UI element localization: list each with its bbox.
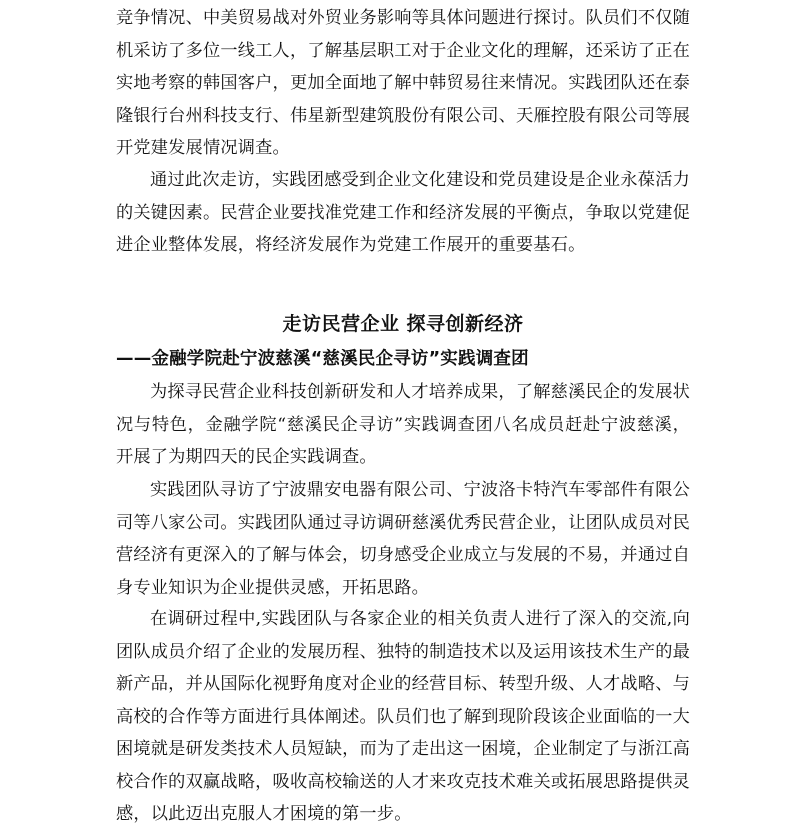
intro-paragraph-1: 竞争情况、中美贸易战对外贸业务影响等具体问题进行探讨。队员们不仅随机采访了多位一线工人，了解基层职工对于企业文化的理解，还采访了正在实地考察的韩国客户，更加全面地了解中韩贸易往来情况。实践团队还在泰隆银行台州科技支行、伟星新型建筑股份有限公司、天雁控股有限公司等展开党建发展情况调查。	[116, 8, 690, 158]
article-paragraph-3: 在调研过程中,实践团队与各家企业的相关负责人进行了深入的交流,向团队成员介绍了企业的发展历程、独特的制造技术以及运用该技术生产的最新产品，并从国际化视野角度对企业的经营目标、转型升级、人才战略、与高校的合作等方面进行具体阐述。队员们也了解到现阶段该企业面临的一大困境就是研发类技术人员短缺，而为了走出这一困境，企业制定了与浙江高校合作的双赢战略，吸收高校输送的人才来攻克技术难关或拓展思路提供灵感，以此迈出克服人才困境的第一步。	[116, 609, 690, 824]
article-subtitle: ——金融学院赴宁波慈溪“慈溪民企寻访”实践调查团	[116, 349, 529, 369]
article-paragraph-2: 实践团队寻访了宁波鼎安电器有限公司、宁波洛卡特汽车零部件有限公司等八家公司。实践团队通过寻访调研慈溪优秀民营企业，让团队成员对民营经济有更深入的了解与体会，切身感受企业成立与发展的不易，并通过自身专业知识为企业提供灵感，开拓思路。	[116, 480, 690, 598]
article-title: 走访民营企业 探寻创新经济	[282, 313, 524, 335]
intro-paragraph-2: 通过此次走访，实践团感受到企业文化建设和党员建设是企业永葆活力的关键因素。民营企业要找准党建工作和经济发展的平衡点，争取以党建促进企业整体发展，将经济发展作为党建工作展开的重要基石。	[116, 170, 690, 255]
article-paragraph-1: 为探寻民营企业科技创新研发和人才培养成果，了解慈溪民企的发展状况与特色，金融学院“慈溪民企寻访”实践调查团八名成员赶赴宁波慈溪，开展了为期四天的民企实践调查。	[116, 382, 690, 467]
